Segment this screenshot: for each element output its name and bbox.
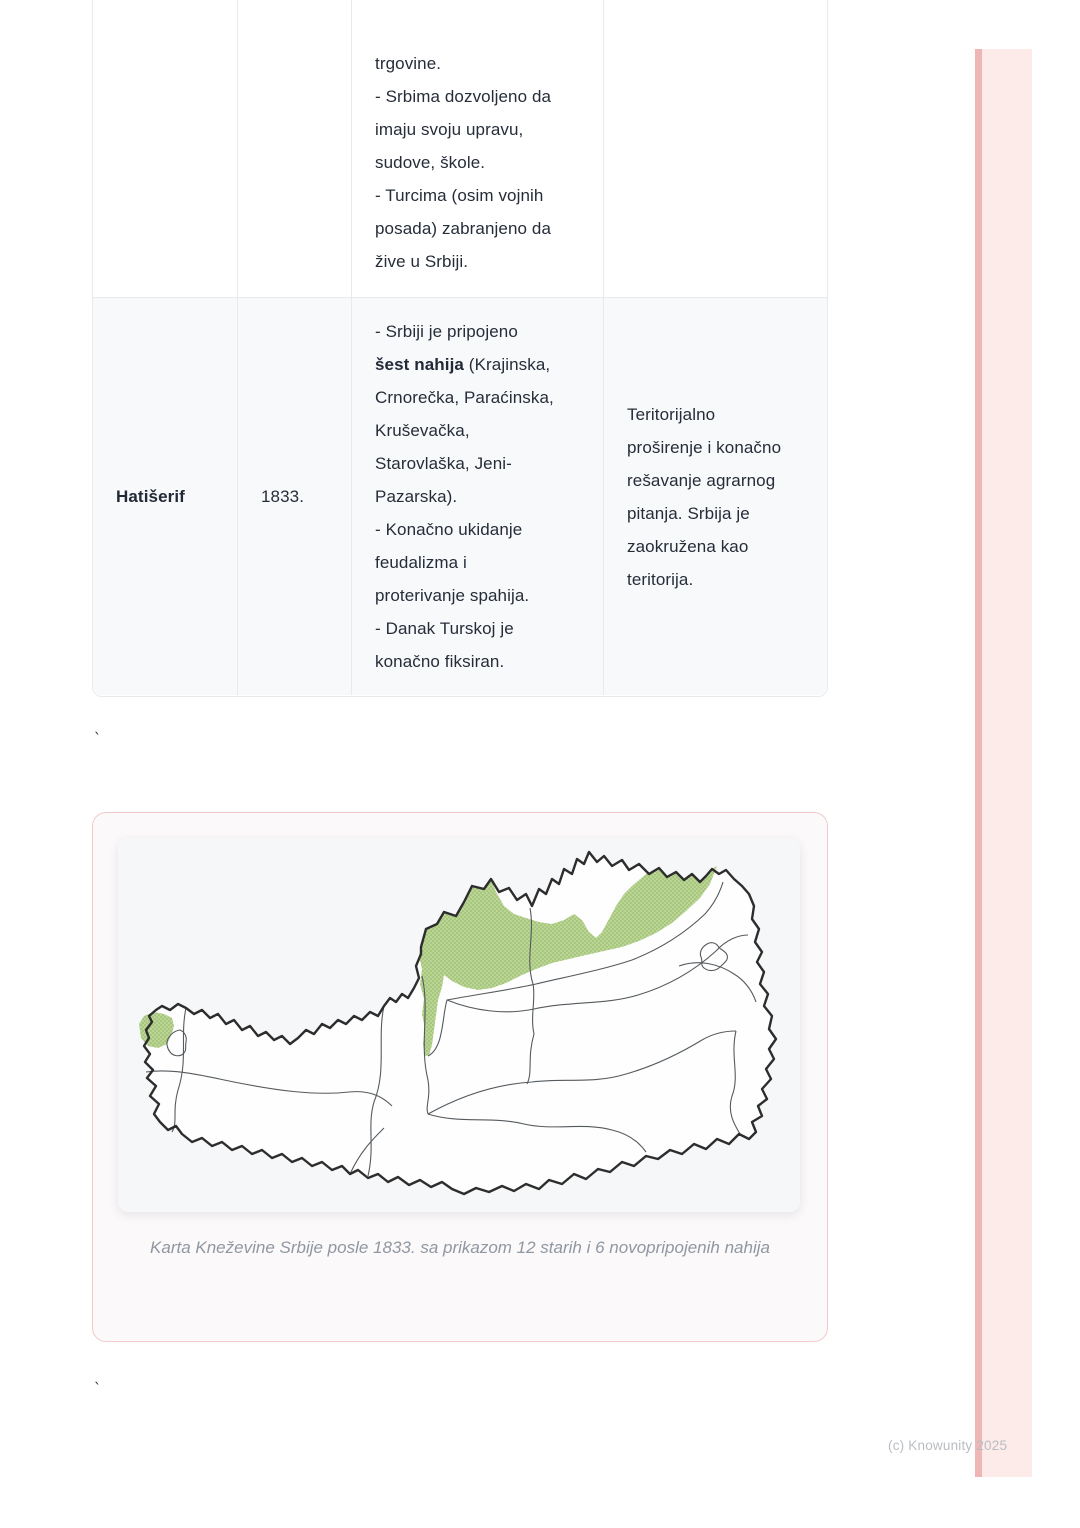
term-cell-row2 bbox=[93, 298, 238, 695]
description-line: žive u Srbiji. bbox=[375, 252, 469, 271]
description-line: sudove, škole. bbox=[375, 153, 486, 172]
significance-line: teritorija. bbox=[627, 569, 694, 589]
description-line: konačno fiksiran. bbox=[375, 652, 505, 671]
significance-cell-row2 bbox=[604, 298, 827, 695]
description-line: Kruševačka, bbox=[375, 421, 470, 440]
description-line: feudalizma i bbox=[375, 553, 467, 572]
year-cell-row2 bbox=[238, 298, 352, 695]
year-label: 1833. bbox=[261, 487, 305, 506]
margin-bar-line bbox=[975, 49, 982, 1477]
description-line: posada) zabranjeno da bbox=[375, 219, 552, 238]
significance-line: zaokružena kao bbox=[627, 536, 749, 556]
description-line: Starovlaška, Jeni- bbox=[375, 454, 512, 473]
description-line: imaju svoju upravu, bbox=[375, 120, 524, 139]
map-card bbox=[118, 838, 800, 1212]
description-line: - Konačno ukidanje bbox=[375, 520, 523, 539]
description-line: proterivanje spahija. bbox=[375, 586, 530, 605]
description-line: - Turcima (osim vojnih bbox=[375, 186, 544, 205]
margin-bar-fill bbox=[982, 49, 1032, 1477]
description-line: šest nahija (Krajinska, bbox=[375, 355, 551, 374]
description-line: Crnorečka, Paraćinska, bbox=[375, 388, 554, 407]
outline-map bbox=[118, 838, 800, 1212]
significance-line: Teritorijalno bbox=[627, 404, 716, 424]
stray-tick-1: ` bbox=[93, 730, 103, 748]
description-line: - Srbima dozvoljeno da bbox=[375, 87, 552, 106]
figure-caption: Karta Kneževine Srbije posle 1833. sa prikazom 12 starih i 6 novopripojenih nahija bbox=[150, 1238, 770, 1257]
description-line: - Srbiji je pripojeno bbox=[375, 322, 518, 341]
term-cell-row1 bbox=[93, 0, 238, 298]
history-table bbox=[92, 0, 828, 697]
description-line: trgovine. bbox=[375, 54, 442, 73]
description-line: Pazarska). bbox=[375, 487, 458, 506]
description-line: - Danak Turskoj je bbox=[375, 619, 514, 638]
bold-term: šest nahija bbox=[375, 355, 464, 374]
description-cell-row2 bbox=[352, 298, 604, 695]
stray-tick-2: ` bbox=[93, 1380, 103, 1398]
right-margin-highlight-bar bbox=[975, 49, 1032, 1477]
copyright-notice: (c) Knowunity 2025 bbox=[888, 1438, 1008, 1453]
significance-line: rešavanje agrarnog bbox=[627, 470, 776, 490]
significance-cell-row1 bbox=[604, 0, 827, 298]
significance-line: proširenje i konačno bbox=[627, 437, 782, 457]
term-label: Hatišerif bbox=[116, 487, 185, 506]
year-cell-row1 bbox=[238, 0, 352, 298]
figure-card bbox=[92, 812, 828, 1342]
significance-line: pitanja. Srbija je bbox=[627, 503, 750, 523]
description-cell-row1 bbox=[352, 0, 604, 298]
